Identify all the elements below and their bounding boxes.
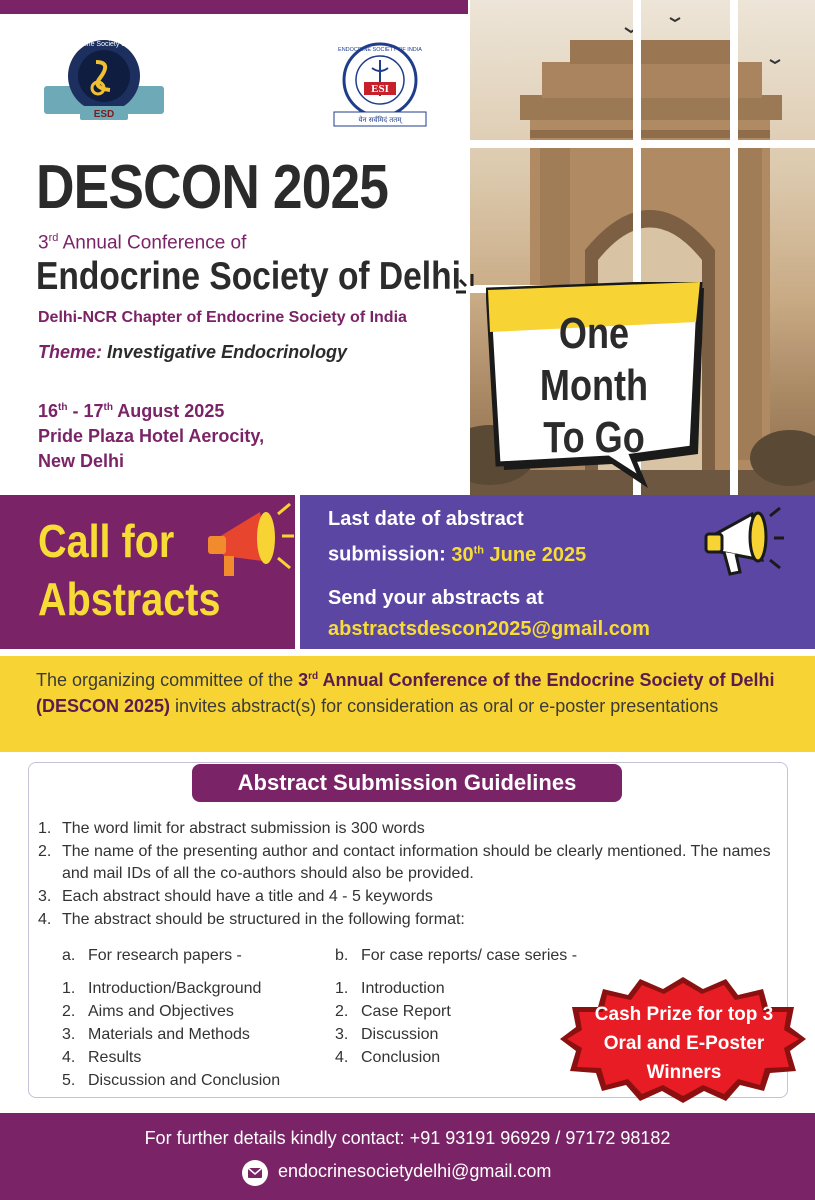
chapter-name: Delhi-NCR Chapter of Endocrine Society of India [38,309,407,326]
countdown-text [505,308,682,464]
research-item-text: Materials and Methods [88,1026,250,1043]
conference-subtitle [38,232,246,254]
research-item [62,977,332,1000]
call-line1: Call for [38,515,175,567]
research-heading-num: a. [62,947,76,964]
guideline-num: 3. [38,888,52,905]
deadline-day: 30 [451,543,474,566]
cash-prize-text [574,1000,794,1087]
guideline-text: The name of the presenting author and contact information should be clearly mentioned. The names and mail IDs of all the co-authors should also be provided. [62,843,771,882]
research-heading [62,944,332,967]
research-item [62,1069,332,1092]
guidelines-list [38,818,780,932]
conference-theme [38,342,347,363]
guideline-num: 2. [38,843,52,860]
intro-ordinal: 3 [298,670,309,690]
spacer [328,571,650,583]
date-start: 16 [38,401,59,421]
intro-part1: The organizing committee of the [36,670,299,690]
intro-ordinal-suffix: rd [308,671,319,682]
footer-email-link[interactable]: endocrinesocietydelhi@gmail.com [278,1161,552,1181]
venue-line2: New Delhi [38,451,125,471]
research-item-text: Introduction/Background [88,980,262,997]
guideline-num: 1. [38,820,52,837]
theme-label: Theme: [38,342,103,362]
intro-bold-text: Annual Conference of the Endocrine Society of Delhi (DESCON 2025) [36,670,775,716]
sparkle-icon [452,272,492,312]
case-item-text: Discussion [361,1026,439,1043]
prize-line2: Oral and E-Poster [603,1033,765,1054]
prize-line1: Cash Prize for top 3 [594,1004,774,1025]
call-for-abstracts-text [38,512,220,628]
photo-grid-line [470,140,815,148]
research-item-num: 1. [62,980,76,997]
guideline-item [38,909,780,931]
guideline-num: 4. [38,911,52,928]
subtitle-ordinal: 3 [38,232,49,254]
deadline-line2 [328,535,650,571]
top-accent-bar [0,0,468,14]
guideline-item [38,818,780,840]
abstract-email-link[interactable]: abstractsdescon2025@gmail.com [328,617,650,640]
guideline-item [38,841,780,885]
society-name: Endocrine Society of Delhi [36,255,461,298]
case-item-text: Conclusion [361,1049,441,1066]
theme-text: Investigative Endocrinology [102,342,348,362]
case-item-text: Introduction [361,980,445,997]
deadline-date [451,544,586,566]
conference-title: DESCON 2025 [36,153,389,222]
research-item-text: Discussion and Conclusion [88,1072,281,1089]
guideline-text: Each abstract should have a title and 4 - 5 keywords [62,888,433,905]
research-item [62,1000,332,1023]
send-label: Send your abstracts at [328,586,544,609]
case-heading-text: For case reports/ case series - [361,947,578,964]
esd-abbr: ESD [93,109,115,120]
deadline-day-suffix: th [473,544,484,556]
research-item-text: Results [88,1049,142,1066]
event-details [38,395,264,474]
esd-name: Endocrine Society of Delhi [62,41,146,48]
research-item [62,1046,332,1069]
deadline-text [328,504,650,645]
subtitle-ordinal-suffix: rd [48,232,59,244]
countdown-line2: Month [539,361,649,410]
guideline-item [38,886,780,908]
intro-text [36,664,786,719]
countdown-line1: One [558,309,630,358]
prize-line3: Winners [646,1062,722,1083]
intro-part2: invites abstract(s) for consideration as oral or e-poster presentations [170,696,719,716]
venue-line1: Pride Plaza Hotel Aerocity, [38,426,265,446]
event-dates [38,395,264,424]
esd-logo [40,32,168,122]
countdown-line3: To Go [543,413,645,462]
date-end-suffix: th [103,402,113,413]
subtitle-text: Annual Conference of [58,232,247,254]
date-month: August 2025 [112,401,225,421]
research-item-num: 4. [62,1049,76,1066]
contact-info: For further details kindly contact: +91 93191 96929 / 97172 98182 [144,1128,671,1148]
esi-logo [328,38,432,128]
case-item-num: 3. [335,1026,349,1043]
research-format-list [62,944,332,1092]
case-heading-num: b. [335,947,349,964]
deadline-label: submission: [328,543,452,566]
deadline-line1: Last date of abstract [328,508,524,530]
esi-name: ENDOCRINE SOCIETY OF INDIA [338,47,422,53]
research-item [62,1023,332,1046]
research-item-text: Aims and Objectives [88,1003,234,1020]
deadline-month: June 2025 [484,543,587,566]
guideline-text: The word limit for abstract submission is 300 words [62,820,425,837]
envelope-icon [242,1160,268,1186]
research-item-num: 2. [62,1003,76,1020]
date-end: - 17 [67,401,104,421]
esi-motto: येन सर्वमिदं ततम् [358,116,402,124]
footer-bar [0,1113,815,1200]
case-item-num: 2. [335,1003,349,1020]
research-heading-text: For research papers - [88,947,242,964]
megaphone-outline-icon [700,500,785,580]
guideline-text: The abstract should be structured in the following format: [62,911,465,928]
esi-abbr: ESI [371,83,389,95]
megaphone-icon [200,500,295,580]
research-item-num: 5. [62,1072,76,1089]
research-item-num: 3. [62,1026,76,1043]
date-start-suffix: th [58,402,68,413]
guidelines-title: Abstract Submission Guidelines [192,764,622,802]
case-item-num: 4. [335,1049,349,1066]
case-heading [335,944,615,967]
case-item-text: Case Report [361,1003,451,1020]
call-line2: Abstracts [38,573,221,625]
case-item-num: 1. [335,980,349,997]
photo-grid-line [730,0,738,495]
